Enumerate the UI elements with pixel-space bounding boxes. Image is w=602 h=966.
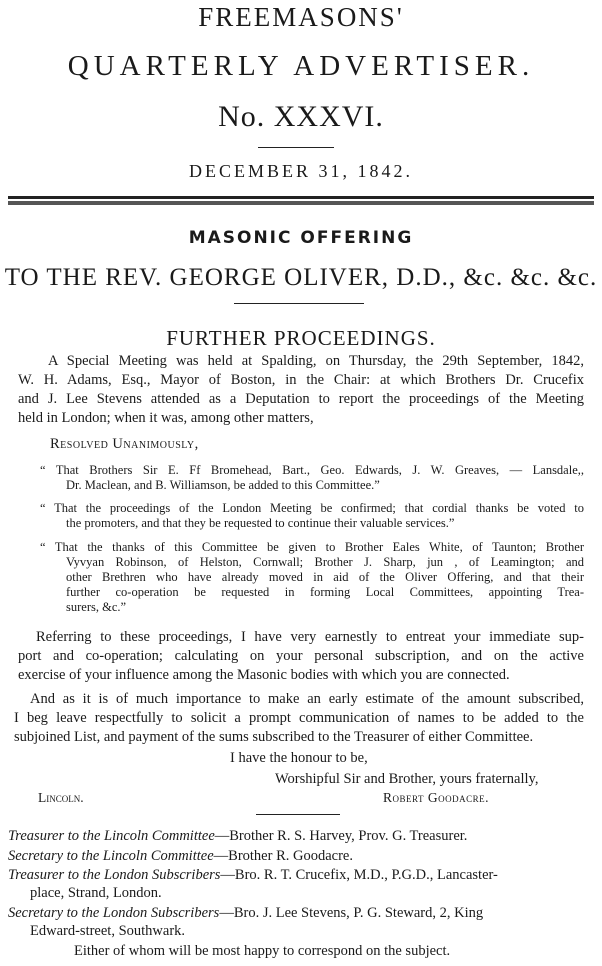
officer-lincoln-treasurer xyxy=(8,827,467,846)
intro-line-3: and J. Lee Stevens attended as a Deputation to report the proceedings of the Meeting xyxy=(18,391,584,407)
resolution-1-line-2: Dr. Maclean, and B. Williamson, be added to this Committee.” xyxy=(66,478,380,492)
officer-text: —Bro. R. T. Crucefix, M.D., P.G.D., Lancaster- xyxy=(220,867,498,883)
request-line-3: subjoined List, and payment of the sums subscribed to the Treasurer of either Committee. xyxy=(14,729,534,745)
officer-role: Treasurer to the London Subscribers xyxy=(8,867,221,883)
intro-line-1: A Special Meeting was held at Spalding, on Thursday, the 29th September, 1842, xyxy=(48,353,584,369)
signature: Robert Goodacre. xyxy=(383,790,489,805)
officer-role: Secretary to the Lincoln Committee xyxy=(8,848,214,864)
officer-london-secretary-cont: Edward-street, Southwark. xyxy=(30,923,186,939)
officer-london-secretary xyxy=(8,904,483,923)
heavy-rule-top xyxy=(8,196,594,199)
officer-text: —Brother R. Goodacre. xyxy=(213,848,353,864)
resolution-3-line-1: “ That the thanks of this Committee be given to Brother Eales White, of Taunton; Brother xyxy=(40,540,584,554)
section-title: FURTHER PROCEEDINGS. xyxy=(166,326,436,350)
resolution-1-line-1: “ That Brothers Sir E. Ff Bromehead, Bart., Geo. Edwards, J. W. Greaves, — Lansdale,, xyxy=(40,463,584,477)
officer-london-treasurer xyxy=(8,866,498,885)
appeal-line-3: exercise of your influence among the Masonic bodies with which you are connected. xyxy=(18,667,510,683)
officer-role: Secretary to the London Subscribers xyxy=(8,905,220,921)
dedication: TO THE REV. GEORGE OLIVER, D.D., &c. &c. &c. xyxy=(4,264,598,291)
intro-line-2: W. H. Adams, Esq., Mayor of Boston, in the Chair: at which Brothers Dr. Crucefix xyxy=(18,372,584,388)
resolution-3-line-2: Vyvyan Robinson, of Helston, Cornwall; Brother J. Sharp, jun , of Leamington; and xyxy=(66,555,584,569)
resolved-label: Resolved Unanimously, xyxy=(50,436,199,452)
appeal-line-2: port and co-operation; calculating on your personal subscription, and on the active xyxy=(18,648,584,664)
footer-note: Either of whom will be most happy to correspond on the subject. xyxy=(74,943,451,959)
resolution-3-line-3: other Brethren who have already moved in aid of the Oliver Offering, and that their xyxy=(66,570,584,584)
heavy-rule-bottom xyxy=(8,201,594,205)
appeal-line-1: Referring to these proceedings, I have very earnestly to entreat your immediate sup- xyxy=(36,629,584,645)
issue-number: No. XXXVI. xyxy=(218,100,384,133)
officer-role: Treasurer to the Lincoln Committee xyxy=(8,828,215,844)
masthead-rule xyxy=(258,147,334,148)
officer-text: —Brother R. S. Harvey, Prov. G. Treasurer. xyxy=(214,828,468,844)
section-rule xyxy=(234,303,364,304)
masthead-line2: QUARTERLY ADVERTISER. xyxy=(67,50,535,82)
closing-line-1: I have the honour to be, xyxy=(230,750,368,766)
officer-text: —Bro. J. Lee Stevens, P. G. Steward, 2, King xyxy=(219,905,484,921)
resolution-2-line-1: “ That the proceedings of the London Meeting be confirmed; that cordial thanks be voted to xyxy=(40,501,584,515)
resolution-3-line-5: surers, &c.” xyxy=(66,600,127,614)
request-line-2: I beg leave respectfully to solicit a prompt communication of names to be added to the xyxy=(14,710,584,726)
request-line-1: And as it is of much importance to make an early estimate of the amount subscribed, xyxy=(30,691,584,707)
headline: MASONIC OFFERING xyxy=(188,228,414,248)
officer-lincoln-secretary xyxy=(8,847,353,866)
masthead-line1: FREEMASONS' xyxy=(198,2,404,32)
officer-london-treasurer-cont: place, Strand, London. xyxy=(30,885,162,901)
closing-line-2: Worshipful Sir and Brother, yours fraternally, xyxy=(275,771,539,787)
signature-rule xyxy=(256,814,340,815)
resolution-2-line-2: the promoters, and that they be requested to continue their valuable services.” xyxy=(66,516,455,530)
issue-date: DECEMBER 31, 1842. xyxy=(188,161,413,181)
place-name: Lincoln. xyxy=(38,790,84,805)
resolution-3-line-4: further co-operation be requested in forming Local Committees, appointing Trea- xyxy=(66,585,584,599)
intro-line-4: held in London; when it was, among other matters, xyxy=(18,410,314,426)
